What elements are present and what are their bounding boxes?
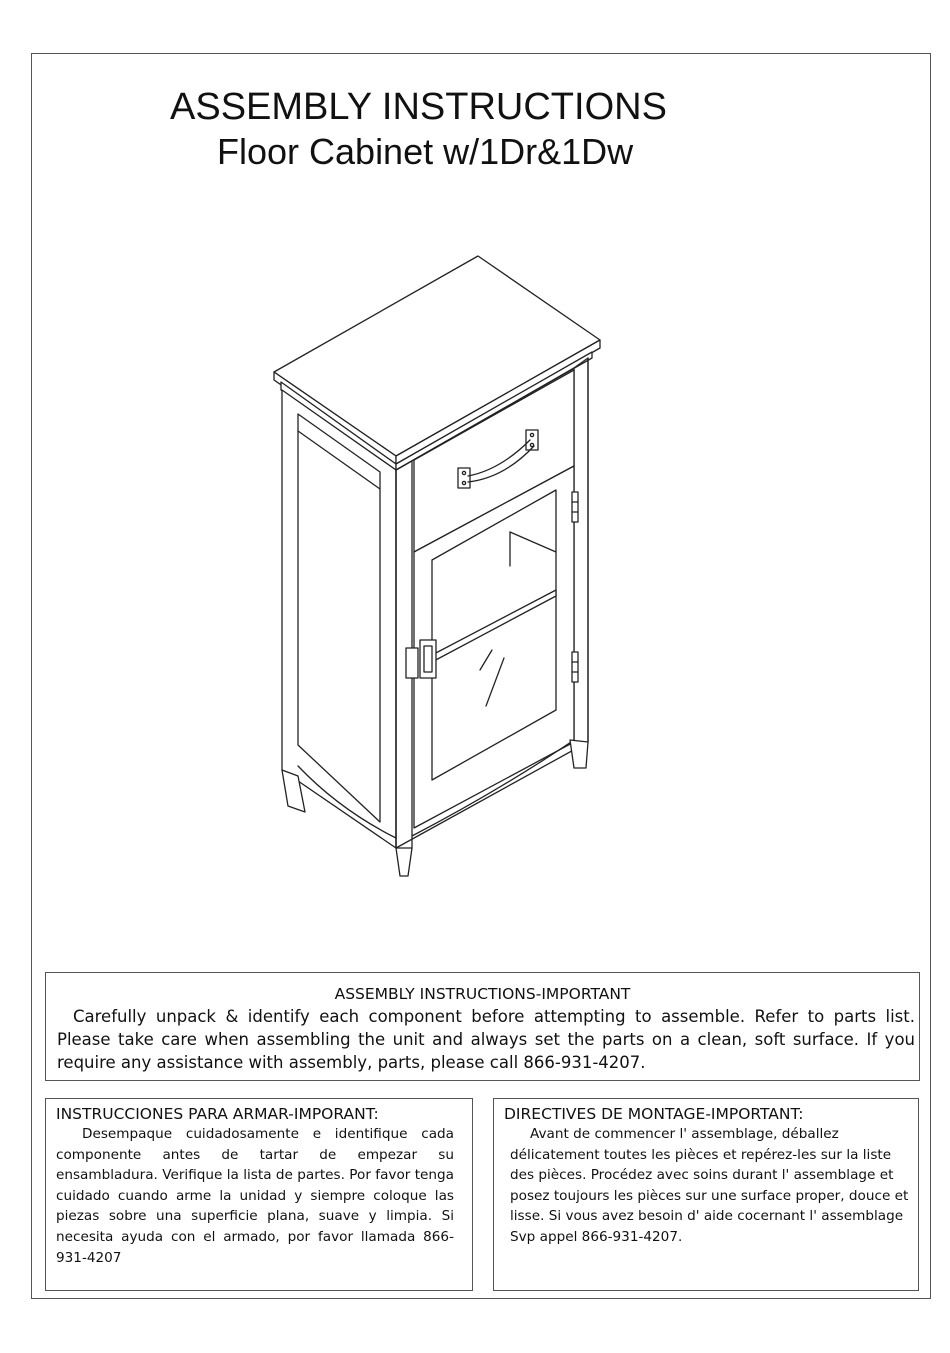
english-body: Carefully unpack & identify each component before attempting to assemble. Refer to parts list. Please take care when assembling the unit and always set the parts on a clean, soft surface. If you require any assistance with assembly, parts, please call 866-931-4207. [57,1007,915,1072]
english-instructions-box [45,972,920,1081]
french-heading: DIRECTIVES DE MONTAGE-IMPORTANT: [504,1105,804,1123]
french-body: Avant de commencer l' assemblage, déballez délicatement toutes les pièces et repérez-les sur la liste des pièces. Procédez avec soins durant l' assemblage et posez toujours les pièces sur une surface proper, douce et lisse. Si vous avez besoin d' aide cocernant l' assemblage Svp appel 866-931-4207. [510,1126,909,1245]
english-heading: ASSEMBLY INSTRUCTIONS-IMPORTANT [334,985,631,1003]
cabinet-illustration [262,250,612,880]
spanish-heading: INSTRUCCIONES PARA ARMAR-IMPORANT: [56,1105,379,1123]
product-name: Floor Cabinet w/1Dr&1Dw [217,131,634,172]
document-title: ASSEMBLY INSTRUCTIONS [170,86,667,128]
title-block [170,86,730,172]
french-instructions-box [493,1098,919,1291]
spanish-instructions-box [45,1098,473,1291]
spanish-body: Desempaque cuidadosamente e identifique cada componente antes de tartar de empezar su ensambladura. Verifique la lista de partes. Por favor tenga cuidado cuando arme la unidad y siempre coloque las piezas sobre una superficie plana, suave y limpia. Si necesita ayuda con el armado, por favor llamada 866-931-4207 [56,1126,454,1266]
